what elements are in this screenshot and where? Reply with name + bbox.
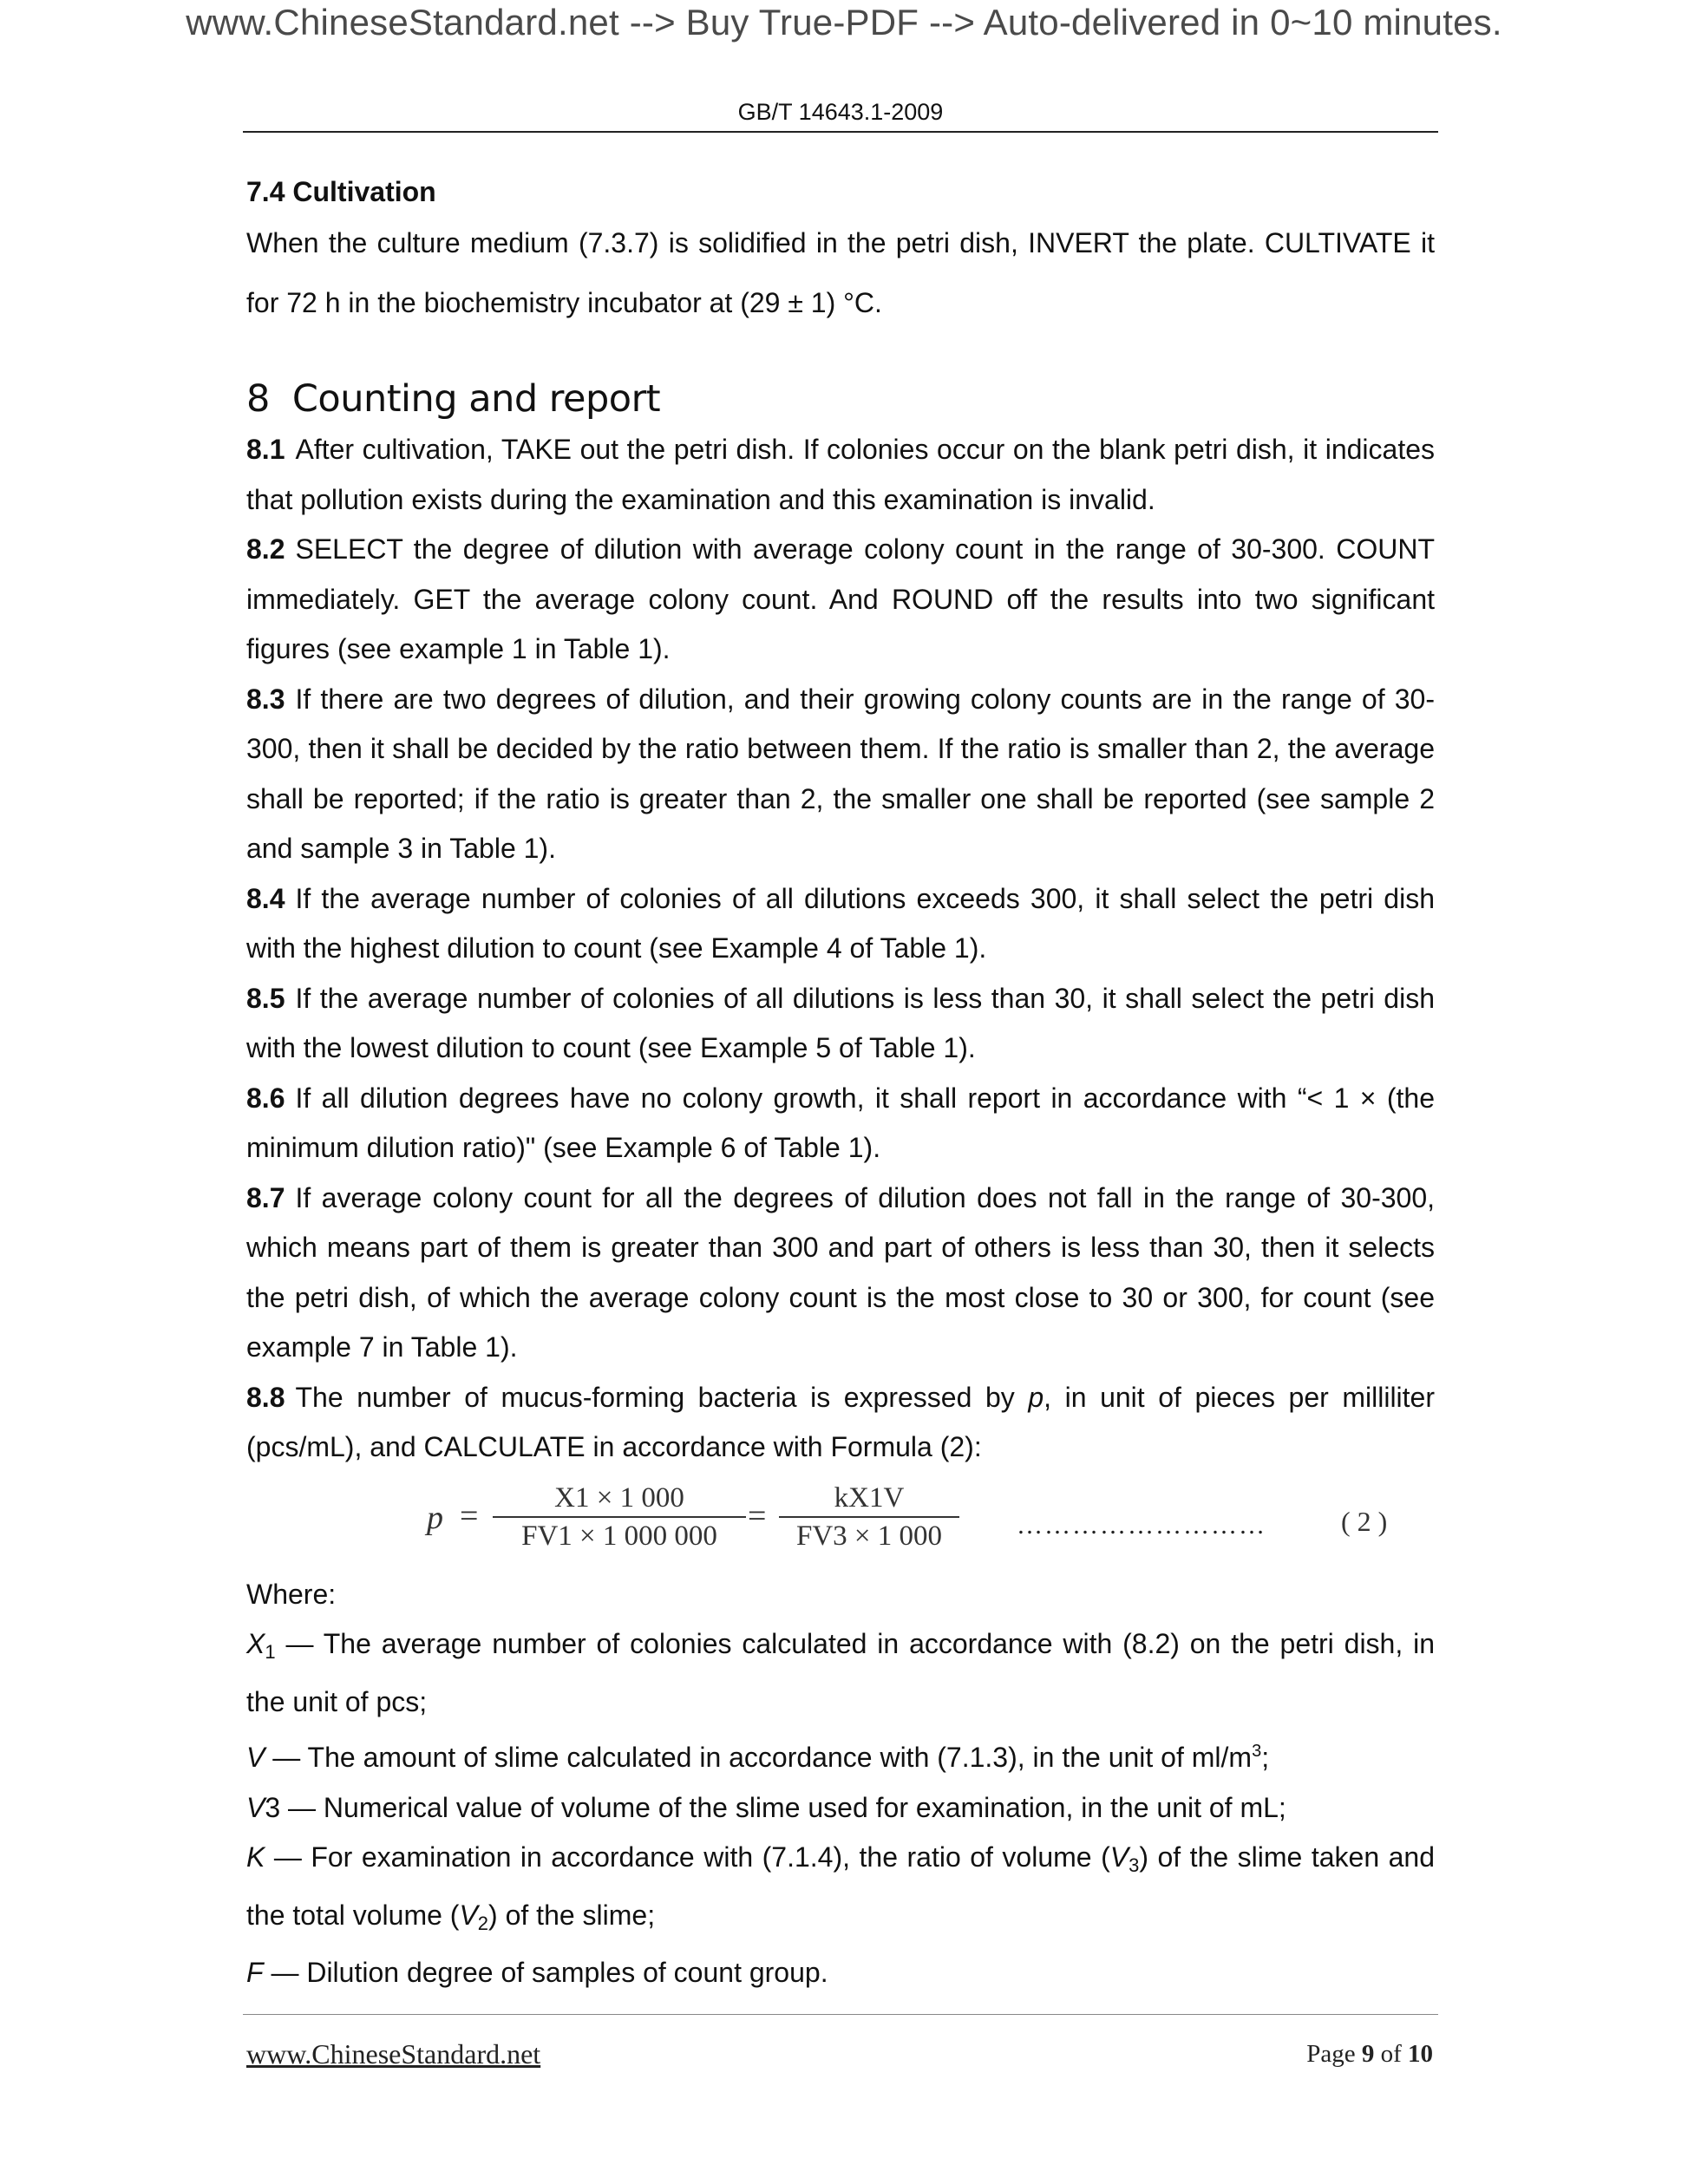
clause-8-8 bbox=[246, 1373, 1435, 1473]
definition-text: — The average number of colonies calculated in accordance with (8.2) on the petri dish, in the unit of pcs; bbox=[246, 1628, 1435, 1717]
fraction-2-denominator: FV3 × 1 000 bbox=[795, 1520, 943, 1552]
clause-number: 8.7 bbox=[246, 1181, 285, 1213]
clause-number: 8.2 bbox=[246, 533, 285, 565]
clause-8-4 bbox=[246, 874, 1435, 974]
section-8-number: 8 bbox=[246, 377, 270, 421]
clause-8-5 bbox=[246, 974, 1435, 1074]
formula-2 bbox=[246, 1481, 1435, 1566]
clause-8-3 bbox=[246, 675, 1435, 874]
symbol-v: V bbox=[1109, 1841, 1129, 1873]
clause-8-6 bbox=[246, 1074, 1435, 1174]
clause-number: 8.8 bbox=[246, 1381, 285, 1413]
clause-text: After cultivation, TAKE out the petri dish. If colonies occur on the blank petri dish, it indicates that pollution exists during the examination and this examination is invalid. bbox=[246, 434, 1435, 515]
symbol-v: V bbox=[459, 1899, 478, 1931]
formula-number: ( 2 ) bbox=[1341, 1505, 1388, 1537]
fraction-1-numerator: X1 × 1 000 bbox=[493, 1481, 746, 1518]
formula-equals: = bbox=[748, 1497, 767, 1534]
subscript: 1 bbox=[265, 1641, 276, 1663]
subscript: 2 bbox=[477, 1912, 489, 1934]
clause-8-7 bbox=[246, 1174, 1435, 1373]
clause-8-2 bbox=[246, 525, 1435, 675]
page-current: 9 bbox=[1361, 2040, 1375, 2068]
clause-text: If average colony count for all the degrees of dilution does not fall in the range of 30-300, which means part of them is greater than 300 and part of others is less than 30, then it selects the petri dish, of which the average colony count is the most close to 30 or 300, for count (see example 7 in Table 1). bbox=[246, 1181, 1435, 1363]
symbol-x: X bbox=[246, 1628, 265, 1659]
symbol-k: K bbox=[246, 1841, 265, 1873]
fraction-1-denominator: FV1 × 1 000 000 bbox=[521, 1520, 717, 1552]
where-item-v bbox=[246, 1727, 1435, 1783]
symbol-v: V bbox=[246, 1742, 265, 1773]
clause-text: The number of mucus-forming bacteria is expressed by bbox=[295, 1381, 1029, 1413]
section-7-4-title: 7.4 Cultivation bbox=[246, 176, 436, 207]
section-8-heading bbox=[246, 373, 1435, 425]
page-word: Page bbox=[1306, 2040, 1356, 2068]
definition-tail: ; bbox=[1261, 1742, 1270, 1773]
page-number bbox=[1306, 2040, 1433, 2069]
definition-text: ) of the slime taken and the total volume ( bbox=[246, 1841, 1436, 1931]
definition-text: — Dilution degree of samples of count group. bbox=[263, 1957, 828, 1988]
footer-divider bbox=[243, 2014, 1438, 2015]
page-content bbox=[246, 170, 1435, 1998]
clause-text: If there are two degrees of dilution, and their growing colony counts are in the range of 30-300, then it shall be decided by the ratio between them. If the ratio is smaller than 2, the average shall be reported; if the ratio is greater than 2, the smaller one shall be reported (see sample 2 and sample 3 in Table 1). bbox=[246, 683, 1435, 864]
symbol-p: p bbox=[1028, 1381, 1044, 1413]
clause-number: 8.3 bbox=[246, 683, 285, 715]
where-item-f bbox=[246, 1948, 1435, 1998]
section-8-title: Counting and report bbox=[291, 377, 661, 421]
clause-text: , in unit of pieces per milliliter (pcs/mL), and CALCULATE in accordance with Formula (2): bbox=[246, 1381, 1436, 1462]
clause-number: 8.6 bbox=[246, 1082, 285, 1114]
definition-text: — Numerical value of volume of the slime used for examination, in the unit of mL; bbox=[280, 1791, 1286, 1823]
superscript: 3 bbox=[1252, 1742, 1262, 1761]
of-word: of bbox=[1380, 2040, 1402, 2068]
page-total: 10 bbox=[1408, 2040, 1433, 2068]
definition-text: — The amount of slime calculated in accordance with (7.1.3), in the unit of ml/m bbox=[265, 1742, 1253, 1773]
section-7-4-text: When the culture medium (7.3.7) is solidified in the petri dish, INVERT the plate. CULTIVATE it for 72 h in the biochemistry incubator at (29 ± 1) °C. bbox=[246, 227, 1435, 318]
banner-text: www.ChineseStandard.net --> Buy True-PDF --> Auto-delivered in 0~10 minutes. bbox=[186, 2, 1502, 43]
formula-equals: = bbox=[460, 1497, 479, 1534]
clause-8-1 bbox=[246, 425, 1435, 525]
footer-site-link[interactable]: www.ChineseStandard.net bbox=[246, 2038, 541, 2070]
where-item-k bbox=[246, 1833, 1435, 1948]
document-code: GB/T 14643.1-2009 bbox=[737, 99, 944, 125]
where-item-x1 bbox=[246, 1619, 1435, 1727]
subscript: 3 bbox=[1129, 1854, 1140, 1876]
clause-number: 8.4 bbox=[246, 882, 285, 914]
where-label: Where: bbox=[246, 1578, 337, 1610]
clause-text: If the average number of colonies of all dilutions is less than 30, it shall select the petri dish with the lowest dilution to count (see Example 5 of Table 1). bbox=[246, 982, 1435, 1063]
definition-text: — For examination in accordance with (7.1.4), the ratio of volume ( bbox=[265, 1841, 1110, 1873]
where-item-v3 bbox=[246, 1783, 1435, 1834]
clause-number: 8.1 bbox=[246, 434, 285, 465]
formula-fraction-2 bbox=[779, 1481, 959, 1553]
formula-leader-dots: ……………………… bbox=[1017, 1510, 1266, 1540]
symbol-v: V bbox=[246, 1791, 265, 1823]
symbol-suffix: 3 bbox=[265, 1791, 281, 1823]
formula-lhs: p bbox=[427, 1499, 443, 1536]
header-divider bbox=[243, 131, 1438, 133]
formula-fraction-1 bbox=[493, 1481, 746, 1553]
symbol-f: F bbox=[246, 1957, 264, 1988]
clause-number: 8.5 bbox=[246, 982, 285, 1014]
clause-text: If all dilution degrees have no colony growth, it shall report in accordance with “< 1 × (the minimum dilution ratio)" (see Example 6 of Table 1). bbox=[246, 1082, 1435, 1163]
definition-text: ) of the slime; bbox=[488, 1899, 656, 1931]
fraction-2-numerator: kX1V bbox=[779, 1481, 959, 1518]
clause-text: SELECT the degree of dilution with average colony count in the range of 30-300. COUNT immediately. GET the average colony count. And ROUND off the results into two significant figures (see example 1 in Table 1). bbox=[246, 533, 1435, 664]
clause-text: If the average number of colonies of all dilutions exceeds 300, it shall select the petri dish with the highest dilution to count (see Example 4 of Table 1). bbox=[246, 882, 1435, 964]
